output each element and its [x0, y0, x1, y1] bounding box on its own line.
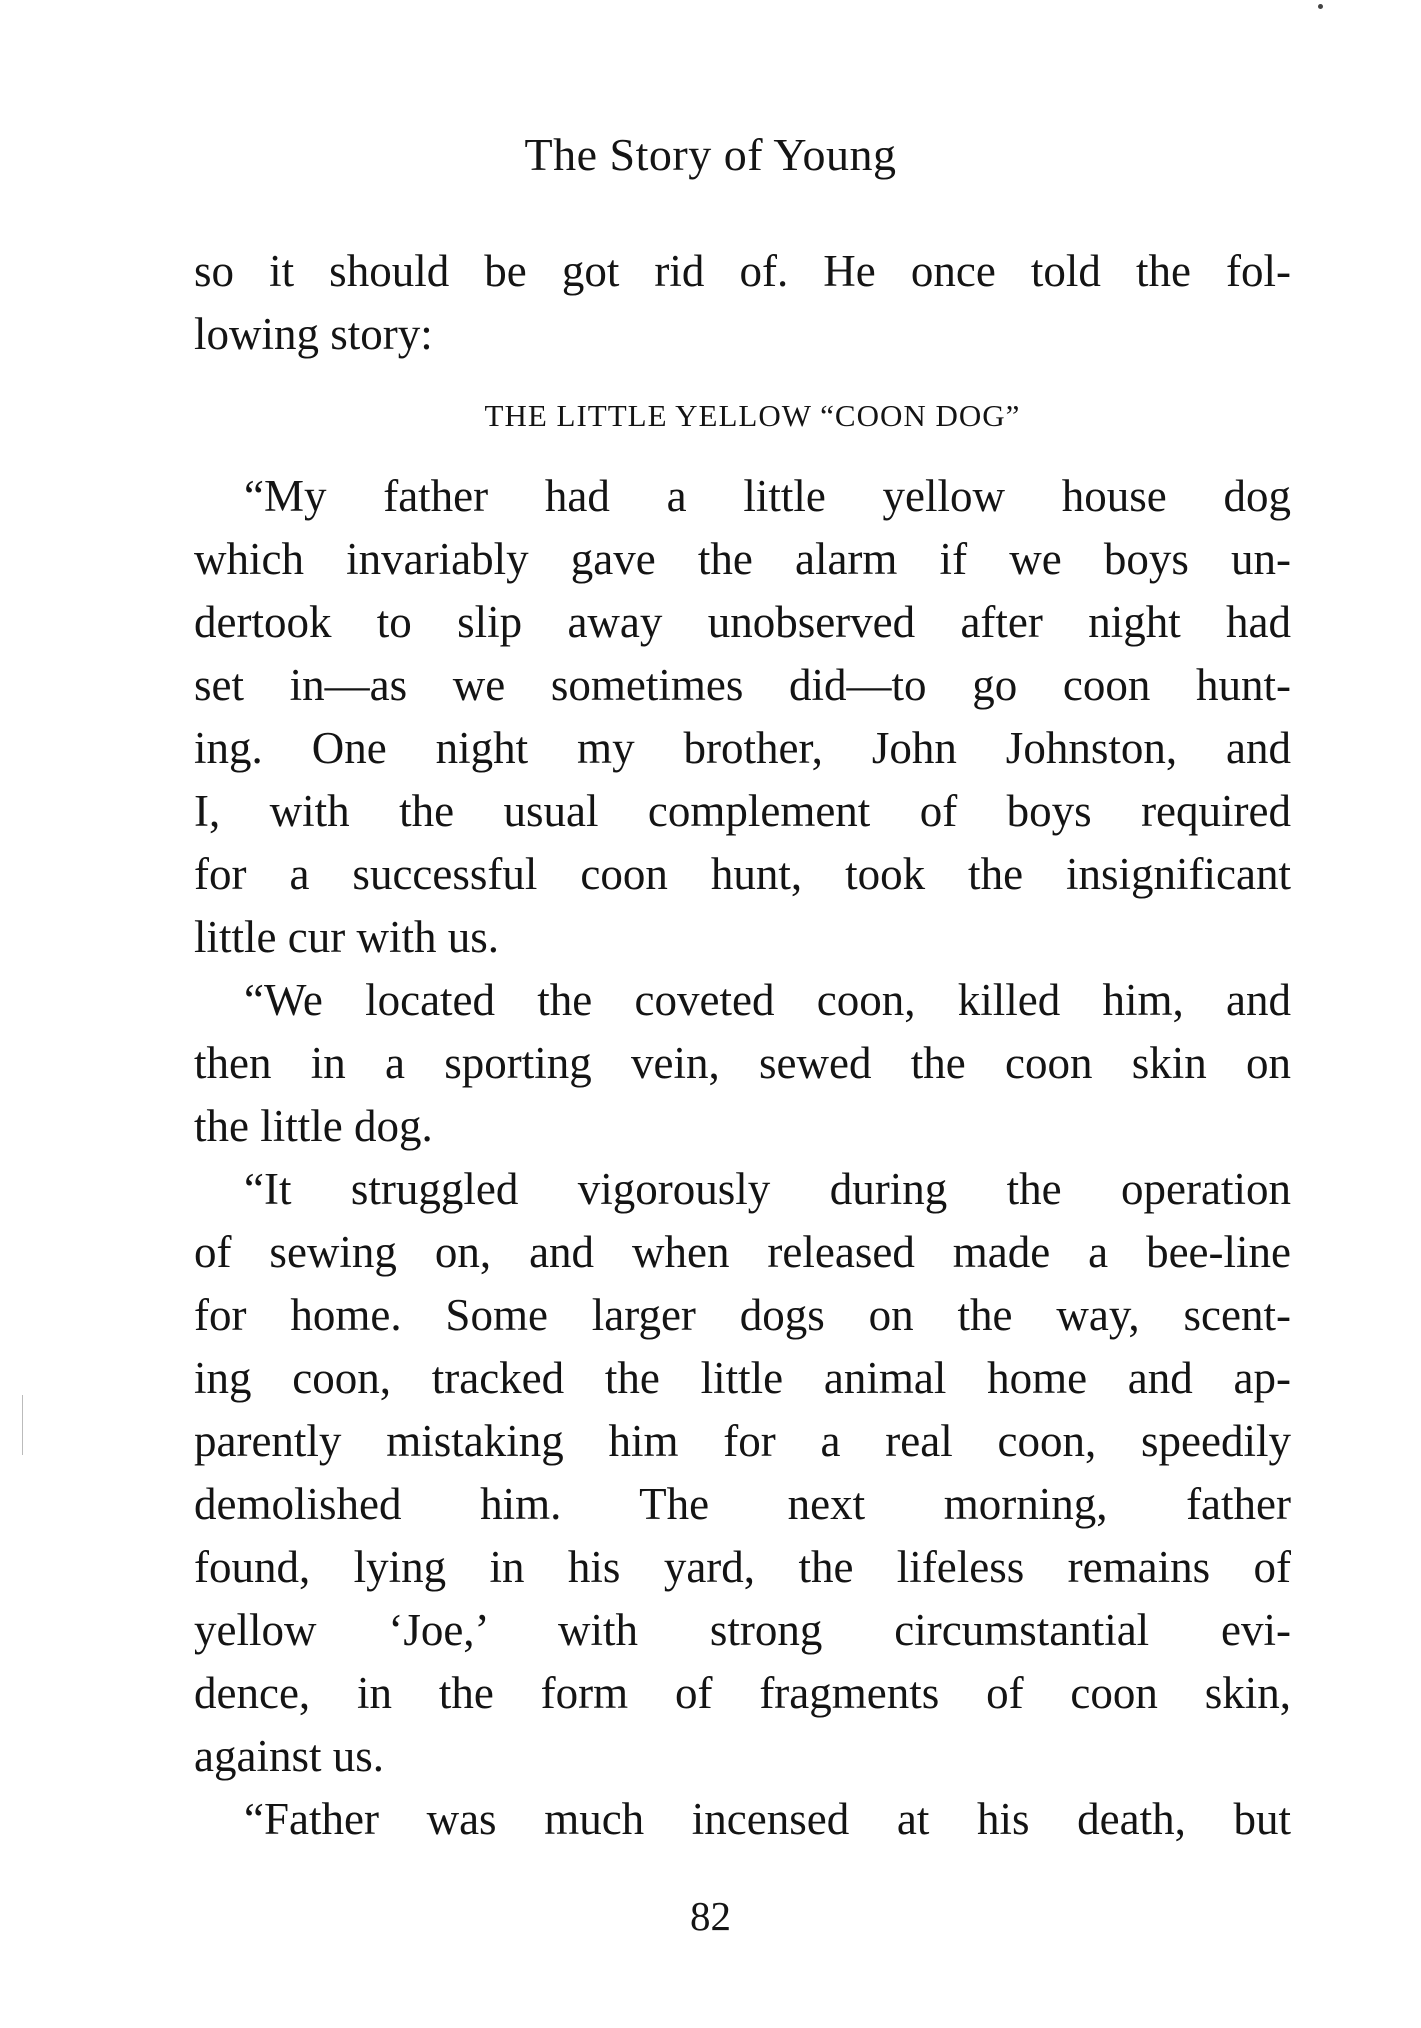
text-line: lowing story:	[194, 309, 433, 359]
text-line: “My father had a little yellow house dog	[244, 471, 1291, 521]
text-line: dertook to slip away unobserved after night had	[194, 597, 1291, 647]
text-line: against us.	[194, 1731, 384, 1781]
text-line: “It struggled vigorously during the operation	[244, 1164, 1291, 1214]
text-line: dence, in the form of fragments of coon skin,	[194, 1668, 1291, 1718]
text-line: I, with the usual complement of boys required	[194, 786, 1291, 836]
text-line: for home. Some larger dogs on the way, scent-	[194, 1290, 1291, 1340]
scan-speck	[22, 1395, 23, 1455]
text-line: “Father was much incensed at his death, but	[244, 1794, 1291, 1844]
scan-speck	[1318, 4, 1323, 9]
text-line: yellow ‘Joe,’ with strong circumstantial evi-	[194, 1605, 1291, 1655]
text-line: demolished him. The next morning, father	[194, 1479, 1291, 1529]
text-line: little cur with us.	[194, 912, 499, 962]
page-number: 82	[690, 1893, 731, 1939]
text-line: so it should be got rid of. He once told the fol-	[194, 246, 1291, 296]
text-line: for a successful coon hunt, took the insignificant	[194, 849, 1291, 899]
text-line: set in—as we sometimes did—to go coon hunt-	[194, 660, 1291, 710]
text-line: the little dog.	[194, 1101, 433, 1151]
text-line: parently mistaking him for a real coon, speedily	[194, 1416, 1291, 1466]
text-line: ing. One night my brother, John Johnston, and	[194, 723, 1291, 773]
body-text	[194, 240, 1291, 1851]
running-head: The Story of Young	[524, 129, 897, 180]
text-line: which invariably gave the alarm if we boys un-	[194, 534, 1291, 584]
text-line: then in a sporting vein, sewed the coon skin on	[194, 1038, 1291, 1088]
text-line: “We located the coveted coon, killed him, and	[244, 975, 1291, 1025]
text-line: found, lying in his yard, the lifeless remains of	[194, 1542, 1291, 1592]
section-title: THE LITTLE YELLOW “COON DOG”	[484, 398, 1021, 433]
text-line: ing coon, tracked the little animal home and ap-	[194, 1353, 1291, 1403]
text-line: of sewing on, and when released made a bee-line	[194, 1227, 1291, 1277]
